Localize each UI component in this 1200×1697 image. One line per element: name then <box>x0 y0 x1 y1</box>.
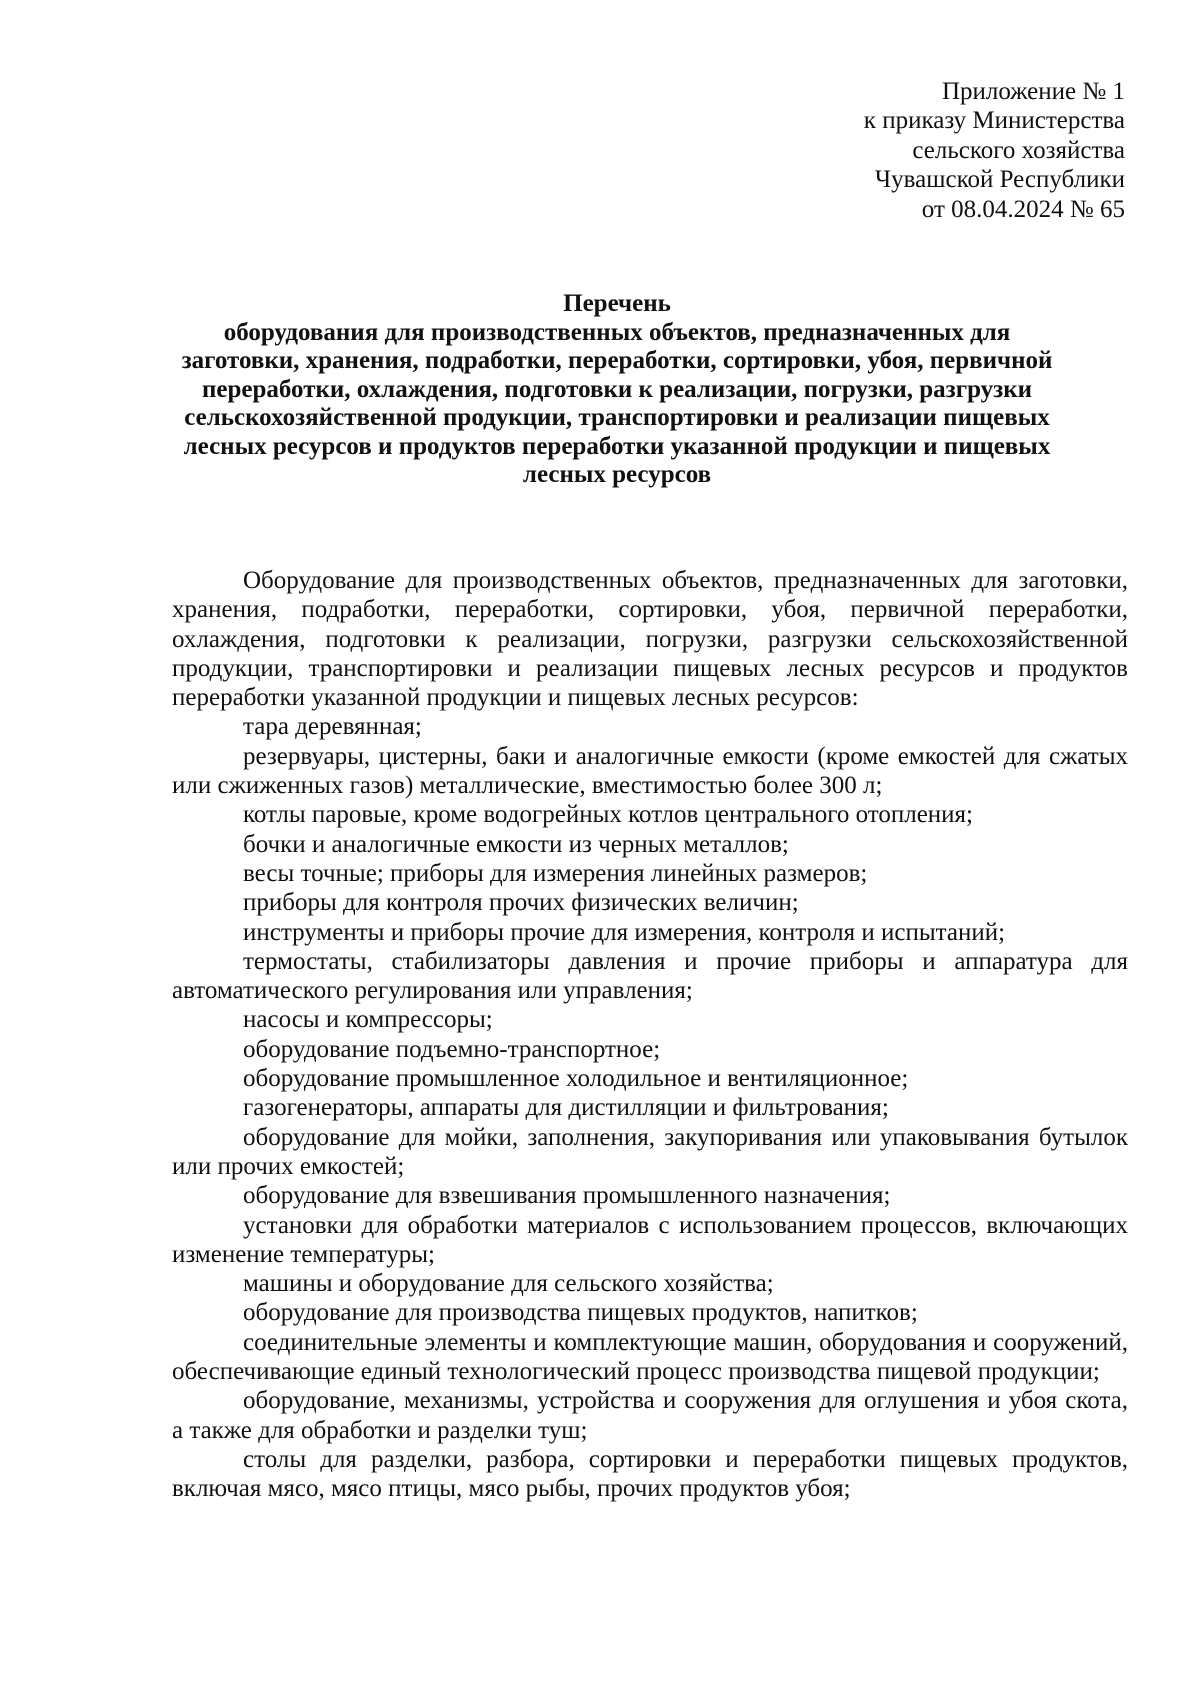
list-item: приборы для контроля прочих физических величин; <box>243 889 799 917</box>
list-item: оборудование для производства пищевых продуктов, напитков; <box>243 1299 918 1327</box>
appendix-ministry: сельского хозяйства <box>912 136 1125 164</box>
list-item: оборудование для мойки, заполнения, закупоривания или упаковывания бутылок или прочих емкостей; <box>172 1123 1128 1180</box>
list-item: машины и оборудование для сельского хозяйства; <box>243 1270 774 1298</box>
list-item: оборудование промышленное холодильное и вентиляционное; <box>243 1065 909 1093</box>
list-item: котлы паровые, кроме водогрейных котлов центрального отопления; <box>243 801 974 829</box>
document-title <box>150 290 1084 490</box>
list-item: инструменты и приборы прочие для измерения, контроля и испытаний; <box>243 918 1006 946</box>
title-line: оборудования для производственных объектов, предназначенных для <box>223 318 1011 346</box>
appendix-date: от 08.04.2024 № 65 <box>921 195 1125 223</box>
list-item: весы точные; приборы для измерения линейных размеров; <box>243 859 868 887</box>
title-line: заготовки, хранения, подработки, переработки, сортировки, убоя, первичной <box>181 347 1053 374</box>
list-item: термостаты, стабилизаторы давления и прочие приборы и аппаратура для автоматического регулирования или управления; <box>172 947 1128 1005</box>
title-line: Перечень <box>563 290 671 317</box>
list-item: оборудование для взвешивания промышленного назначения; <box>243 1182 891 1210</box>
list-item: насосы и компрессоры; <box>243 1006 493 1034</box>
list-item: оборудование, механизмы, устройства и сооружения для оглушения и убоя скота, а также для обработки и разделки туш; <box>172 1387 1128 1444</box>
title-line: сельскохозяйственной продукции, транспортировки и реализации пищевых <box>184 404 1050 431</box>
appendix-republic: Чувашской Республики <box>874 166 1125 194</box>
title-line: переработки, охлаждения, подготовки к реализации, погрузки, разгрузки <box>201 375 1033 403</box>
list-item: установки для обработки материалов с использованием процессов, включающих изменение температуры; <box>172 1211 1128 1268</box>
list-item: бочки и аналогичные емкости из черных металлов; <box>243 830 789 858</box>
list-item: столы для разделки, разбора, сортировки и переработки пищевых продуктов, включая мясо, мясо птицы, мясо рыбы, прочих продуктов убоя; <box>172 1445 1128 1503</box>
list-item: оборудование подъемно-транспортное; <box>243 1035 661 1063</box>
title-line: лесных ресурсов <box>522 461 712 488</box>
list-item: резервуары, цистерны, баки и аналогичные емкости (кроме емкостей для сжатых или сжиженных газов) металлические, вместимостью более 300 л; <box>172 742 1128 800</box>
document-body <box>172 566 1128 1504</box>
title-line: лесных ресурсов и продуктов переработки указанной продукции и пищевых <box>183 432 1051 460</box>
appendix-order-ref: к приказу Министерства <box>863 107 1125 135</box>
appendix-number: Приложение № 1 <box>941 78 1125 105</box>
list-item: газогенераторы, аппараты для дистилляции и фильтрования; <box>243 1094 889 1122</box>
list-item: соединительные элементы и комплектующие машин, оборудования и сооружений, обеспечивающие единый технологический процесс производства пищевой продукции; <box>172 1328 1128 1386</box>
list-item: тара деревянная; <box>243 713 422 741</box>
appendix-header <box>864 77 1125 224</box>
intro-paragraph: Оборудование для производственных объектов, предназначенных для заготовки, хранения, подработки, переработки, сортировки, убоя, первичной переработки, охлаждения, подготовки к реализации, погрузки, разгрузки сельскохозяйственной продукции, транспортировки и реализации пищевых лесных ресурсов и продуктов переработки указанной продукции и пищевых лесных ресурсов: <box>172 567 1128 712</box>
